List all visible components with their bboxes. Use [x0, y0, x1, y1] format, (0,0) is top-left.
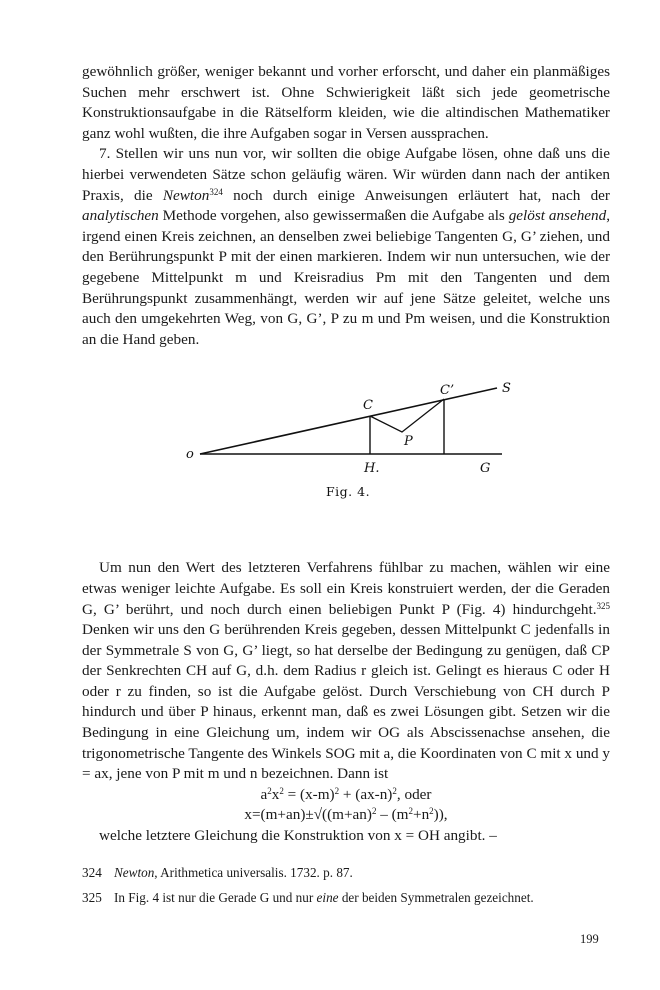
newton-name: Newton: [162, 186, 210, 204]
p2-text-b: noch durch einige Anweisungen erläutert hat, nach der: [222, 186, 610, 204]
eq1-sup: 2: [334, 785, 340, 796]
eq2-sup: 2: [408, 806, 413, 817]
eq1-part: , oder: [396, 785, 432, 803]
geloest-emph: gelöst ansehend: [508, 207, 607, 225]
footnote-ref-324[interactable]: 324: [209, 186, 223, 197]
p2-text-c: Methode vorgehen, also gewissermaßen die Aufgabe als: [158, 207, 509, 225]
label-c: C: [363, 398, 373, 414]
main-text: [82, 62, 610, 847]
footnote-body: der beiden Symmetralen gezeichnet.: [338, 890, 534, 905]
paragraph-1: gewöhnlich größer, weniger bekannt und vorher erforscht, und daher ein planmäßiges Suchen mehr erschwert ist. Ohne Schwierigkeit läßt sich jede geometrische Konstruktionsaufgabe in die Rätselform kleiden, wie die altindischen Mathematiker ganz wohl wußten, die ihre Aufgaben sogar in Versen aussprachen.: [82, 63, 610, 142]
eq2-part: x=(m+an)±√((m+an): [244, 806, 372, 824]
footnote-number: 325: [82, 890, 102, 905]
footnote-ref-325[interactable]: 325: [596, 600, 610, 611]
p2-text-a: 7. Stellen wir uns nun vor, wir sollten die obige Aufgabe lösen, ohne daß uns die hierbei verwendeten Sätze schon geläufig wären. Wir würden dann nach der antiken Praxis, die: [82, 145, 610, 204]
paragraph-2: [82, 144, 610, 350]
figure-caption: Fig. 4.: [326, 484, 371, 500]
label-o: o: [186, 447, 194, 463]
footnote-author: Newton: [114, 865, 155, 880]
figure-4: [82, 368, 610, 540]
footnote-number: 324: [82, 865, 102, 880]
eq1-sup: 2: [267, 785, 272, 796]
eq2-part: – (m: [376, 806, 409, 824]
eq2-sup: 2: [429, 806, 434, 817]
footnote-text: [114, 889, 534, 907]
eq1-sup: 2: [279, 785, 284, 796]
line-cp: [370, 399, 444, 432]
eq2-sup: 2: [371, 806, 377, 817]
eq1-part: x: [271, 785, 280, 803]
label-p: P: [404, 434, 413, 450]
eq1-sup: 2: [392, 785, 397, 796]
eq1-part: + (ax-n): [339, 785, 393, 803]
label-g: G: [480, 461, 491, 477]
paragraph-3: [82, 558, 610, 785]
equation-2: [82, 805, 610, 826]
figure-4-diagram: [82, 368, 610, 540]
eq1-part: = (x-m): [283, 785, 335, 803]
footnote-text: [114, 864, 353, 882]
p3-text-a: Um nun den Wert des letzteren Verfahrens fühlbar zu machen, wählen wir eine etwas weniger leichte Aufgabe. Es soll ein Kreis konstruiert werden, der die Geraden G, G’ berührt, und noch durch einen beliebigen Punkt P (Fig. 4) hindurchgeht.: [82, 559, 610, 618]
footnote-emph: eine: [316, 890, 339, 905]
analytisch-emph: analytischen: [82, 207, 159, 225]
label-h: H.: [364, 461, 380, 477]
footnote-324: [82, 864, 612, 882]
eq2-part: )),: [433, 806, 448, 824]
footnote-325: [82, 889, 612, 907]
p2-text-d: , irgend einen Kreis zeichnen, an denselben zwei beliebige Tangenten G, G’ ziehen, und den Berührungspunkt P mit der einen markieren. Indem wir nun untersuchen, wie der gegebene Mittelpunkt m und Kreisradius Pm mit den Tangenten und dem Berührungspunkt zusammenhängt, werden wir auf jene Sätze geleitet, welche uns auch den umgekehrten Weg, von G, G’, P zu m und Pm weisen, und die Konstruktion an die Hand geben.: [82, 207, 611, 348]
eq2-part: +n: [413, 806, 430, 824]
label-s: S: [502, 381, 511, 397]
footnotes: [82, 864, 612, 914]
label-c-prime: C’: [440, 383, 455, 399]
footnote-body: , Arithmetica universalis. 1732. p. 87.: [154, 865, 353, 880]
equation-1: [82, 785, 610, 806]
page-number: 199: [580, 932, 599, 946]
p3-text-b: Denken wir uns den G berührenden Kreis gegeben, dessen Mittelpunkt C jedenfalls in der Symmetrale S von G, G’ liegt, so hat derselbe der Bedingung zu genügen, daß CP der Senkrechten CH auf G, d.h. dem Radius r gleich ist. Gelingt es hieraus C oder H oder r zu finden, so ist die Aufgabe gelöst. Durch Verschiebung von CH durch P hindurch und über P hinaus, erkennt man, daß es zwei Lösungen gibt. Setzen wir die Bedingung in eine Gleichung um, indem wir OG als Abscissenachse ansehen, die trigonometrische Tangente des Winkels SOG mit a, die Koordinaten von C mit x und y = ax, jene von P mit m und n bezeichnen. Dann ist: [82, 621, 610, 783]
footnote-body: In Fig. 4 ist nur die Gerade G und nur: [114, 890, 317, 905]
paragraph-4: welche letztere Gleichung die Konstruktion von x = OH angibt. –: [99, 827, 497, 845]
eq1-part: a: [260, 785, 268, 803]
